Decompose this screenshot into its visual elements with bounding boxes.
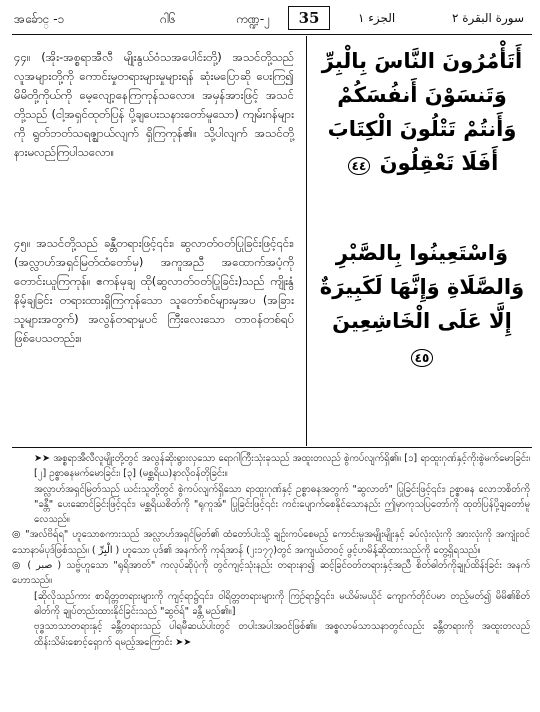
verse-44-translation: ၄၄။ (အိုး-အစ္စရာအီလီ မျိုးနွယ်ဝံသအပေါင်းတို့) အသင်တို့သည် လူအများတို့ကို ကောင်းမှုတရားများမှုများရန် ဆုံးမပြောဆို ပေးကြ၍ မိမိတို့ကိုယ်ကို မေ့လျော့နေကြကုန်သလော။ အမှန်အားဖြင့် အသင်တို့သည် (ငါ့အရှင်ထုတ်ပြန် ပို့ချပေးသနားတော်မူသော) ကျမ်းဂန်များကို ရွတ်ဘတ်သရဇ္ဈာယ်လျက် ရှိကြကုန်၏။ သို့ပါလျက် အသင်တို့ နားမလည်ကြပါသလော။	[14, 50, 294, 159]
note-paragraph: ဗုဒ္ဓသာသာတရားနှင့် ခန္တီတရားသည် ပါရမီဆယ်ပါးတွင် တပါးအပါအဝင်ဖြစ်၏။ အစ္စလာမ်သာသနာတွင်လည်း ခန္တီတရားကို အထူးတလည် ထိန်းသိမ်းစောင့်ရှောက် ရမည့်အကြောင်း ➤➤	[34, 621, 530, 648]
header-part-label: ဂါ၆	[160, 12, 176, 26]
ayah-number-44: ٤٤	[348, 157, 371, 175]
verse-44-arabic-text: أَتَأْمُرُونَ النَّاسَ بِالْبِرِّ وَتَنسَوْنَ أَنفُسَكُمْ وَأَنتُمْ تَتْلُونَ الْكِتَابَ أَفَلَا تَعْقِلُونَ	[321, 49, 523, 175]
header-chapter-label: အခ်ောင္ -၁	[14, 12, 65, 26]
note-paragraph: ◎ ( صبر ) သဗ္ဗ်ဟူသော "ရုရိအာတ်" ကလုပ်ဆိုပုံကို တွင်ကျင့်သုံးနည်း တရားနာ၍ ဆင့်ခြင်ဝတ်တရားနှင့်အညီ စိတ်ဓါတ်ကိုချုပ်ထိန်းခြင်း အနက်ဟောသည်။	[12, 560, 530, 587]
notes-divider	[12, 447, 532, 448]
ayah-number-45: ٤٥	[411, 349, 434, 367]
column-divider	[306, 36, 307, 446]
verse-45-arabic-text: وَاسْتَعِينُوا بِالصَّبْرِ وَالصَّلَاةِ وَإِنَّهَا لَكَبِيرَةٌ إِلَّا عَلَى الْخَاشِعِينَ	[319, 241, 525, 333]
header-surah-label: سورة البقرة ٢	[451, 11, 524, 25]
header-divider	[12, 34, 532, 35]
header-juz-label: الجزء ١	[358, 11, 396, 25]
verse-45-arabic	[316, 236, 528, 372]
header-section-label: ကဏ္ဍ-၂	[236, 12, 271, 26]
page-number: 35	[288, 6, 330, 30]
note-paragraph: [ဆိုလိုသည်ကား စာရိတ္တတရားများကို ကျင့်ရာ၌၎င်း၊ ဝါရိတ္တတရားများကို ကြဉ်ရာ၌၎င်း၊ မယိမ်းမယိုင် ကျောက်တိုင်ပမာ တည့်မတ်၍ မိမိ၏စိတ်ဓါတ်ကို ချုပ်တည်းထားနိုင်ခြင်းသည် "ဆွဗ်ရ်" ခန္တီ မည်၏။]	[34, 590, 530, 617]
note-paragraph: ◎ "အလ်ဗိရ်ရ" ဟူသောစကားသည် အလ္လာဟ်အရှင်မြတ်၏ ထံတော်ပါးသို့ ချဉ်းကပ်စေမည့် ကောင်းမှုအမျိုးမျိုးနှင့် ခပ်လုံးလုံးကို အားလုံးကို အကျုံးဝင်သောနာမ်ပုဒ်ဖြစ်သည်။ ( الْبِرِّ ) ဟူသော ပုဒ်၏ အနက်ကို ကုရ်အာန် (၂း၁၇၇)တွင် အကျယ်တဝင့် ဖွင့်ဟမိန့်ဆိုထားသည်ကို တွေ့ရှိရသည်။	[12, 529, 530, 556]
page-header	[10, 6, 530, 32]
verse-44-arabic	[316, 44, 528, 180]
note-paragraph: ➤➤ အစ္စရာအီလီလူမျိုးတို့တွင် အလွန်ဆိုးရွားလှသော ရောဂါကြီးသုံးခုသည် အထူးတလည် စွဲကပ်လျက်ရှိ၏။ [၁] ရာထူးဂုဏ်နှင့်ကိုးစွဲမက်မောခြင်း၊ [၂] ဥစ္စာဓနမက်မောခြင်း၊ [၃] (မစ္ဆရိယ)နာလိုဝန်တိုခြင်း။	[34, 453, 530, 480]
verse-45-translation: ၄၅။ အသင်တို့သည် ခန္တီတရားဖြင့်၎င်း၊ ဆွလာတ်ဝတ်ပြုခြင်းဖြင့်၎င်း၊ (အလ္လာဟ်အရှင်မြတ်ထံတော်မှ) အကူအညီ အထောက်အပံ့ကို တောင်းယူကြကုန်။ ဧကန်မုချ ထို(ဆွလာတ်ဝတ်ပြုခြင်း)သည် ကျိုးနွံနိမ့်ချခြင်း တရားထားရှိကြကုန်သော သူတော်စင်များမှအပ (အခြား သူများအတွက်) အလွန်တရာမှုပင် ကြီးလေးသော တာဝန်တစ်ရပ် ဖြစ်ပေသတည်း။	[14, 236, 294, 345]
commentary-notes	[12, 451, 530, 650]
note-paragraph: အလ္လာဟ်အရှင်မြတ်သည် ယင်းသူတို့တွင် စွဲကပ်လျက်ရှိသော ရာထူးဂုဏ်နှင့် ဥစ္စာဓနအတွက် "ဆွလာတ်" ပြုခြင်းဖြင့်၎င်း၊ ဥစ္စာဓန လောဘစိတ်ကို "ခန္တီ" ပေးဆောင်ခြင်းဖြင့်၎င်း၊ မစ္ဆရိယစိတ်ကို "ရုကူအ်" ပြုခြင်းဖြင့်၎င်း ကင်းပျောက်စေနိုင်သောနည်း ဤမှာကုသပြတော်ကို ထုတ်ပြန်ပို့ချတော်မူလေသည်။	[34, 483, 530, 526]
